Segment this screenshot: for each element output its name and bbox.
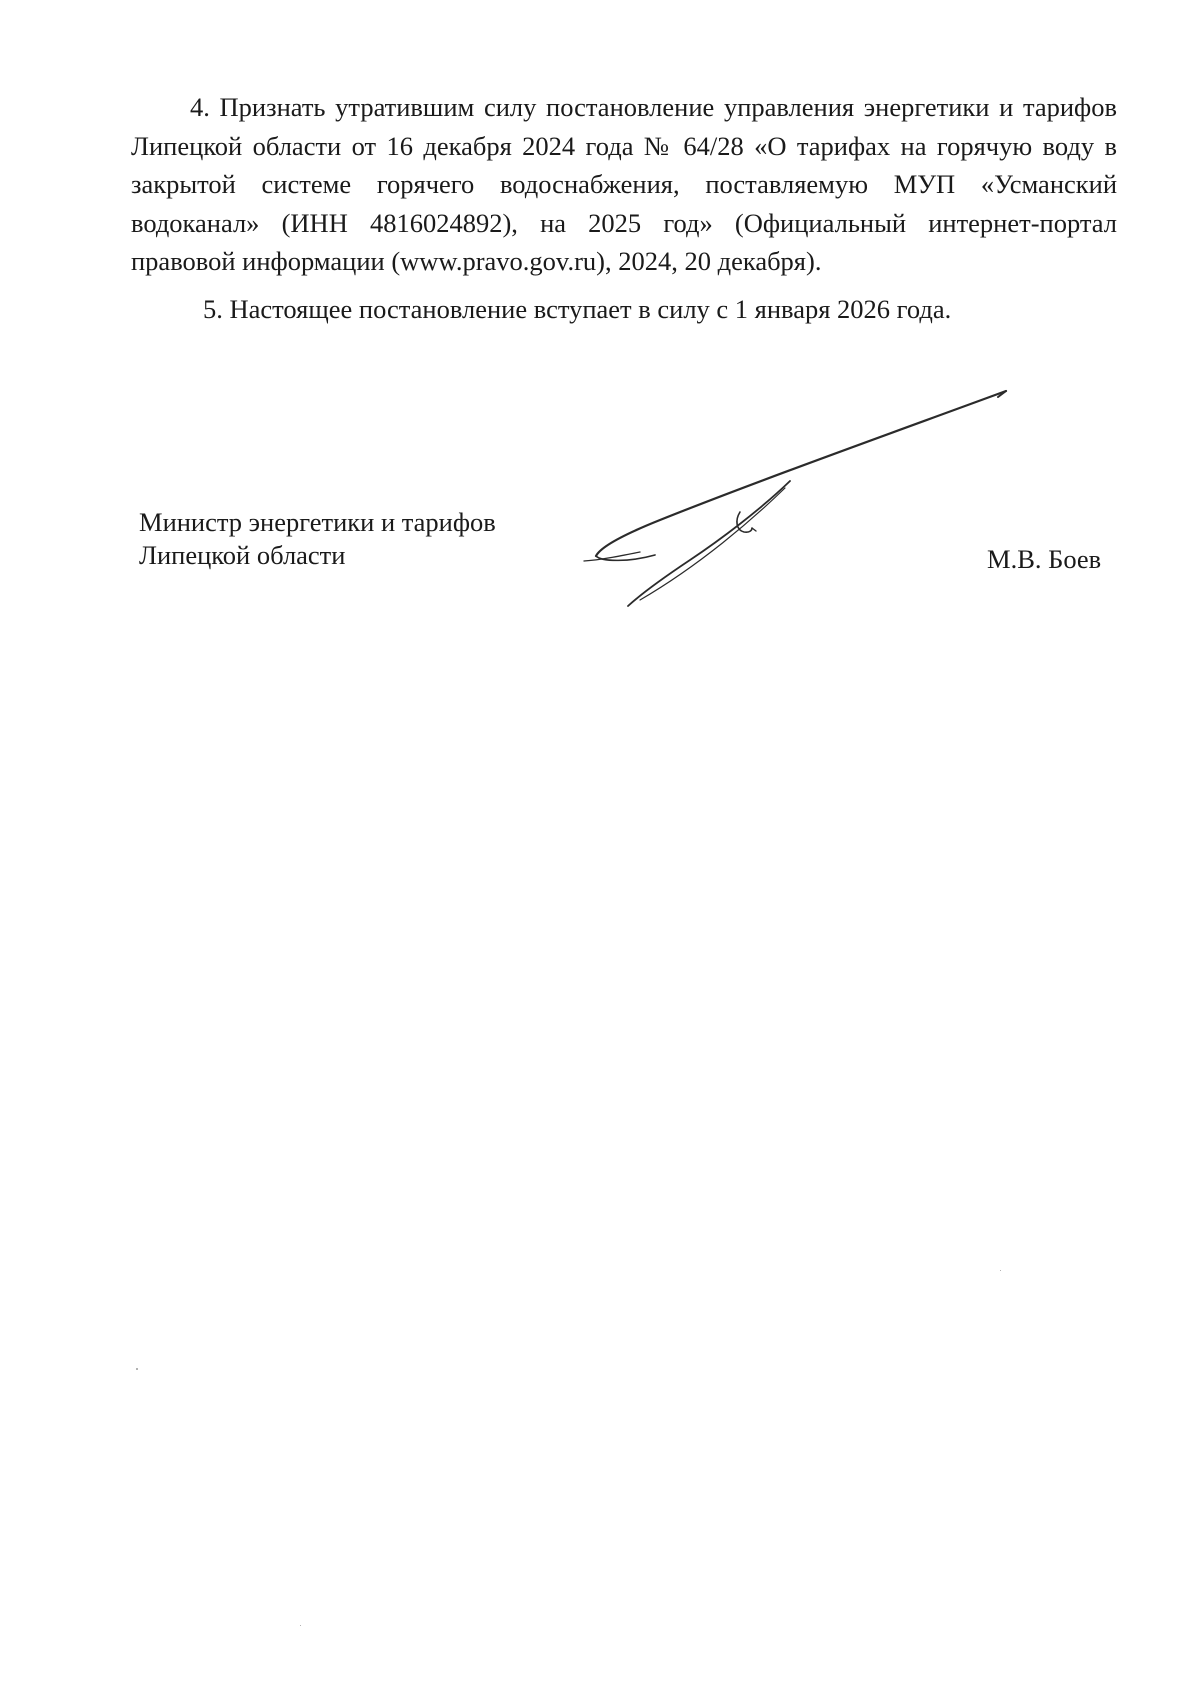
signatory-position [139, 506, 496, 572]
paragraph-5: 5. Настоящее постановление вступает в силу с 1 января 2026 года. [203, 294, 952, 324]
signatory-position-line-2: Липецкой области [139, 540, 346, 570]
signatory-position-line-1: Министр энергетики и тарифов [139, 507, 496, 537]
paragraph-4: 4. Признать утратившим силу постановление управления энергетики и тарифов Липецкой области от 16 декабря 2024 года № 64/28 «О тарифах на горячую воду в закрытой системе горячего водоснабжения, поставляемую МУП «Усманский водоканал» (ИНН 4816024892), на 2025 год» (Официальный интернет-портал правовой информации (www.pravo.gov.ru), 2024, 20 декабря). [131, 92, 1117, 276]
scan-speck [136, 1368, 138, 1370]
scan-speck [1000, 1270, 1001, 1271]
signatory-name: М.В. Боев [987, 544, 1102, 574]
scan-speck [300, 1625, 301, 1626]
